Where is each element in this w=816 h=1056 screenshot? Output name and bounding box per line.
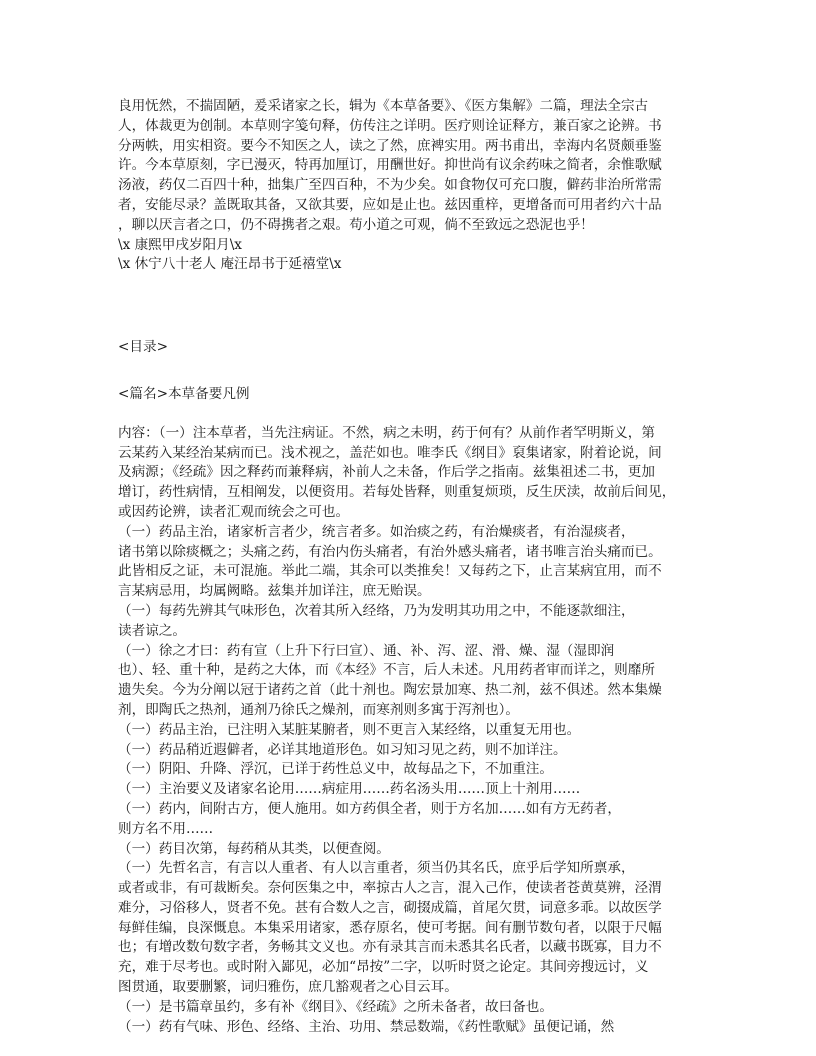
content-line: 内容：（一）注本草者，当先注病证。不然，病之未明，药于何有？从前作者罕明斯义，第	[118, 424, 655, 441]
content-line: 也）、轻、重十种，是药之大体，而《本经》不言，后人未述。凡用药者审而详之，则靡所	[118, 662, 655, 679]
content-section	[118, 424, 686, 1038]
content-line: （一）药有气味、形色、经络、主治、功用、禁忌数端，《药性歌赋》虽便记诵，然	[118, 1018, 615, 1035]
content-line: 则方名不用……	[118, 820, 214, 837]
content-line: （一）药内，间附古方，便人施用。如方药俱全者，则于方名加……如有方无药者，	[118, 800, 621, 817]
preface-line: ，聊以厌言者之口，仍不碍携者之艰。苟小道之可观，倘不至致远之恐泥也乎！	[118, 216, 594, 233]
content-line: 剂，即陶氏之热剂，通剂乃徐氏之燥剂，而寒剂则多寓于泻剂也）。	[118, 701, 520, 718]
content-line: 每鲜佳编，良深慨息。本集采用诸家，悉存原名，使可考据。间有删节数句者，以限于尺幅	[118, 919, 662, 936]
content-line: 及病源；《经疏》因之释药而兼释病，补前人之未备，作后学之指南。兹集祖述二书，更加	[118, 464, 655, 481]
content-line: 增订，药性病情，互相阐发，以便资用。若每处皆释，则重复烦琐，反生厌渎，故前后间见，	[118, 484, 676, 501]
content-line: 充，难于尽考也。或时附入鄙见，必加“昂按”二字，以听时贤之论定。其间旁搜远讨，义	[118, 959, 649, 976]
content-line: 也；有增改数句数字者，务畅其文义也。亦有录其言而未悉其名氏者，以藏书既寡，目力不	[118, 939, 662, 956]
content-line: 言某病忌用，均属阙略。兹集并加详注，庶无贻误。	[118, 583, 431, 600]
content-line: （一）是书篇章虽约，多有补《纲目》、《经疏》之所未备者，故曰备也。	[118, 998, 553, 1015]
content-line: （一）每药先辨其气味形色，次着其所入经络，乃为发明其功用之中，不能逐款细注，	[118, 602, 635, 619]
preface-line: 良用怃然，不揣固陋，爰采诸家之长，辑为《本草备要》、《医方集解》二篇，理法全宗古	[118, 98, 649, 114]
preface-signature: \x 休宁八十老人 庵汪昂书于延禧堂\x	[118, 256, 342, 273]
preface-section	[118, 97, 686, 275]
content-line: 此皆相反之证，未可混施。举此二端，其余可以类推矣！又每药之下，止言某病宜用，而不	[118, 563, 662, 580]
preface-line: 分两帙，用实相资。要今不知医之人，读之了然，庶裨实用。两书甫出，幸海内名贤颇垂鉴	[118, 137, 662, 154]
content-line: （一）药品主治，已注明入某脏某腑者，则不更言入某经络，以重复无用也。	[118, 721, 581, 738]
content-line: 读者谅之。	[118, 622, 186, 639]
content-line: 难分，习俗移人，贤者不免。甚有合数人之言，砌掇成篇，首尾欠贯，词意多乖。以故医学	[118, 899, 662, 916]
content-line: 云某药入某经治某病而已。浅术视之，盖茫如也。唯李氏《纲目》裒集诸家，附着论说，间	[118, 444, 662, 461]
content-line: 或者或非，有可裁断矣。奈何医集之中，率掠古人之言，混入己作，使读者苍黄莫辨，泾渭	[118, 880, 662, 897]
preface-line: 汤液，药仅二百四十种，拙集广至四百种，不为少矣。如食物仅可充口腹，僻药非治所常需	[118, 177, 662, 194]
content-line: 遗失矣。今为分阐以冠于诸药之首（此十剂也。陶宏景加寒、热二剂，兹不俱述。然本集燥	[118, 682, 662, 699]
content-line: 或因药论辨，读者汇观而统会之可也。	[118, 503, 350, 520]
content-line: （一）药品稍近遐僻者，必详其地道形色。如习知习见之药，则不加详注。	[118, 741, 567, 758]
chapter-heading: <篇名>本草备要凡例	[118, 385, 250, 402]
preface-line: 人，体裁更为创制。本草则字笺句释，仿传注之详明。医疗则诠证释方，兼百家之论辨。书	[118, 117, 662, 134]
content-line: （一）药品主治，诸家析言者少，统言者多。如治痰之药，有治燥痰者，有治湿痰者，	[118, 523, 635, 540]
preface-date: \x 康熙甲戌岁阳月\x	[118, 236, 242, 253]
content-line: （一）先哲名言，有言以人重者、有人以言重者，须当仍其名氏，庶乎后学知所禀承，	[118, 860, 635, 877]
content-line: （一）徐之才曰：药有宣（上升下行曰宣）、通、补、泻、涩、滑、燥、湿（湿即润	[118, 642, 615, 659]
content-line: 图贯通，取要删繁，词归雅伤，庶几豁观者之心目云耳。	[118, 979, 458, 996]
document-page	[118, 97, 686, 1037]
content-line: （一）主治要义及诸家名论用……病症用……药名汤头用……顶上十剂用……	[118, 781, 581, 798]
preface-line: 许。今本草原刻，字已漫灭，特再加厘订，用酬世好。抑世尚有议余药味之简者，余惟歌赋	[118, 157, 662, 174]
content-line: （一）药目次第，每药稍从其类，以便查阅。	[118, 840, 390, 857]
preface-line: 者，安能尽录？盖既取其备，又欲其要，应如是止也。兹因重梓，更增备而可用者约六十品	[118, 196, 662, 213]
content-line: 诸书第以除痰概之；头痛之药，有治内伤头痛者，有治外感头痛者，诸书唯言治头痛而已。	[118, 543, 662, 560]
toc-heading: <目录>	[118, 339, 168, 356]
content-line: （一）阴阳、升降、浮沉，已详于药性总义中，故每品之下，不加重注。	[118, 761, 553, 778]
